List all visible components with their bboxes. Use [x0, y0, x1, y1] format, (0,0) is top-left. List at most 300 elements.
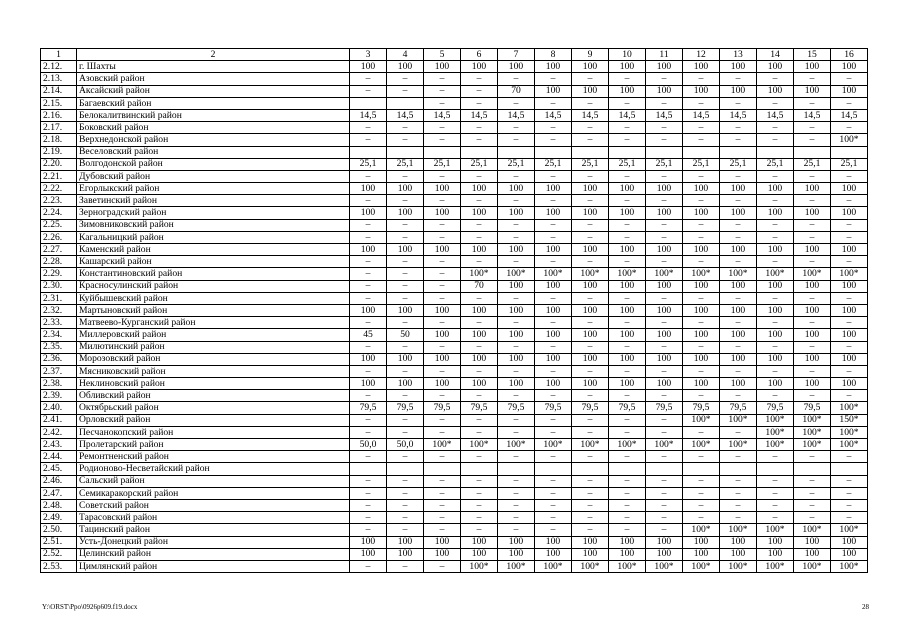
value-cell: 100: [794, 244, 831, 256]
row-number: 2.52.: [41, 548, 77, 560]
value-cell: [461, 146, 498, 158]
table-row: [41, 122, 868, 134]
value-cell: 100: [387, 536, 424, 548]
value-cell: –: [831, 487, 868, 499]
value-cell: –: [535, 97, 572, 109]
value-cell: –: [794, 134, 831, 146]
value-cell: 79,5: [498, 402, 535, 414]
value-cell: 100: [535, 280, 572, 292]
district-name: Белокалитвинский район: [77, 109, 350, 121]
value-cell: –: [683, 426, 720, 438]
value-cell: –: [350, 73, 387, 85]
value-cell: –: [683, 231, 720, 243]
value-cell: –: [498, 414, 535, 426]
value-cell: –: [350, 85, 387, 97]
value-cell: –: [757, 219, 794, 231]
value-cell: 100: [646, 548, 683, 560]
value-cell: –: [498, 231, 535, 243]
value-cell: 100: [498, 536, 535, 548]
value-cell: 100: [498, 353, 535, 365]
row-number: 2.15.: [41, 97, 77, 109]
value-cell: –: [794, 499, 831, 511]
value-cell: –: [572, 426, 609, 438]
value-cell: 100: [424, 536, 461, 548]
value-cell: –: [424, 195, 461, 207]
value-cell: 100: [646, 244, 683, 256]
value-cell: [757, 146, 794, 158]
value-cell: 100: [831, 536, 868, 548]
value-cell: 100: [831, 61, 868, 73]
value-cell: [572, 146, 609, 158]
value-cell: 79,5: [757, 402, 794, 414]
value-cell: 100*: [646, 439, 683, 451]
value-cell: –: [609, 256, 646, 268]
value-cell: 100: [720, 244, 757, 256]
value-cell: –: [757, 256, 794, 268]
value-cell: –: [424, 317, 461, 329]
value-cell: –: [350, 280, 387, 292]
row-number: 2.47.: [41, 487, 77, 499]
value-cell: 100: [794, 548, 831, 560]
value-cell: –: [350, 560, 387, 572]
value-cell: –: [535, 219, 572, 231]
value-cell: 100: [683, 329, 720, 341]
value-cell: 100*: [609, 560, 646, 572]
value-cell: –: [424, 268, 461, 280]
table-row: [41, 475, 868, 487]
value-cell: 100: [535, 353, 572, 365]
value-cell: –: [424, 292, 461, 304]
value-cell: 100: [424, 207, 461, 219]
value-cell: 100*: [757, 426, 794, 438]
value-cell: 45: [350, 329, 387, 341]
value-cell: 100: [794, 353, 831, 365]
value-cell: [498, 146, 535, 158]
value-cell: 100: [683, 548, 720, 560]
value-cell: –: [535, 292, 572, 304]
table-row: [41, 61, 868, 73]
value-cell: 70: [498, 85, 535, 97]
value-cell: –: [461, 85, 498, 97]
table-row: [41, 170, 868, 182]
table-row: [41, 292, 868, 304]
value-cell: –: [461, 122, 498, 134]
value-cell: –: [831, 195, 868, 207]
value-cell: –: [535, 170, 572, 182]
row-number: 2.45.: [41, 463, 77, 475]
row-number: 2.33.: [41, 317, 77, 329]
value-cell: [350, 146, 387, 158]
value-cell: –: [387, 560, 424, 572]
value-cell: –: [535, 414, 572, 426]
value-cell: 100: [535, 536, 572, 548]
value-cell: 100: [498, 280, 535, 292]
value-cell: 100*: [831, 560, 868, 572]
value-cell: –: [498, 365, 535, 377]
district-name: Зимовниковский район: [77, 219, 350, 231]
table-row: [41, 341, 868, 353]
value-cell: –: [683, 365, 720, 377]
value-cell: 100: [757, 548, 794, 560]
district-name: Веселовский район: [77, 146, 350, 158]
value-cell: –: [498, 97, 535, 109]
value-cell: –: [794, 317, 831, 329]
value-cell: 100: [461, 244, 498, 256]
column-header: 7: [498, 49, 535, 61]
district-name: Неклиновский район: [77, 378, 350, 390]
value-cell: 25,1: [535, 158, 572, 170]
value-cell: –: [831, 341, 868, 353]
value-cell: –: [350, 512, 387, 524]
value-cell: –: [387, 256, 424, 268]
value-cell: [498, 463, 535, 475]
table-row: [41, 499, 868, 511]
value-cell: 14,5: [498, 109, 535, 121]
value-cell: –: [720, 365, 757, 377]
value-cell: –: [387, 292, 424, 304]
value-cell: –: [720, 317, 757, 329]
value-cell: 25,1: [683, 158, 720, 170]
value-cell: –: [350, 134, 387, 146]
value-cell: –: [572, 256, 609, 268]
value-cell: –: [646, 475, 683, 487]
value-cell: 100: [350, 353, 387, 365]
district-name: Константиновский район: [77, 268, 350, 280]
value-cell: –: [757, 195, 794, 207]
value-cell: 100: [720, 536, 757, 548]
value-cell: –: [831, 317, 868, 329]
value-cell: [387, 146, 424, 158]
value-cell: 100: [831, 329, 868, 341]
value-cell: 100: [831, 548, 868, 560]
value-cell: 100: [720, 548, 757, 560]
value-cell: –: [646, 341, 683, 353]
value-cell: 100: [387, 207, 424, 219]
value-cell: –: [831, 73, 868, 85]
value-cell: 14,5: [831, 109, 868, 121]
value-cell: –: [498, 134, 535, 146]
value-cell: 100: [683, 304, 720, 316]
value-cell: 100: [498, 548, 535, 560]
value-cell: 100*: [831, 426, 868, 438]
table-row: [41, 512, 868, 524]
value-cell: –: [683, 256, 720, 268]
value-cell: 100*: [461, 560, 498, 572]
value-cell: –: [609, 524, 646, 536]
value-cell: [572, 463, 609, 475]
district-name: Аксайский район: [77, 85, 350, 97]
value-cell: –: [572, 475, 609, 487]
table-row: [41, 365, 868, 377]
district-name: Песчанокопский район: [77, 426, 350, 438]
value-cell: –: [461, 292, 498, 304]
row-number: 2.30.: [41, 280, 77, 292]
value-cell: –: [535, 426, 572, 438]
value-cell: –: [720, 195, 757, 207]
row-number: 2.48.: [41, 499, 77, 511]
value-cell: –: [387, 426, 424, 438]
value-cell: 100*: [794, 426, 831, 438]
value-cell: –: [794, 73, 831, 85]
value-cell: 100: [387, 378, 424, 390]
value-cell: –: [424, 341, 461, 353]
row-number: 2.25.: [41, 219, 77, 231]
value-cell: 100: [498, 304, 535, 316]
value-cell: –: [720, 292, 757, 304]
value-cell: –: [350, 414, 387, 426]
value-cell: –: [757, 292, 794, 304]
value-cell: –: [757, 134, 794, 146]
value-cell: 100: [831, 304, 868, 316]
value-cell: –: [757, 170, 794, 182]
value-cell: –: [831, 97, 868, 109]
district-name: Усть-Донецкий район: [77, 536, 350, 548]
value-cell: –: [535, 341, 572, 353]
value-cell: –: [387, 170, 424, 182]
value-cell: 100: [350, 304, 387, 316]
table-row: [41, 183, 868, 195]
value-cell: –: [757, 73, 794, 85]
value-cell: 100*: [757, 560, 794, 572]
value-cell: [794, 146, 831, 158]
table-row: [41, 231, 868, 243]
value-cell: –: [424, 560, 461, 572]
value-cell: 100*: [720, 439, 757, 451]
value-cell: –: [424, 414, 461, 426]
value-cell: 25,1: [350, 158, 387, 170]
column-header: 11: [646, 49, 683, 61]
value-cell: 25,1: [572, 158, 609, 170]
value-cell: –: [720, 256, 757, 268]
value-cell: [461, 463, 498, 475]
value-cell: 100: [572, 353, 609, 365]
value-cell: 100: [794, 329, 831, 341]
value-cell: 100: [609, 61, 646, 73]
value-cell: –: [720, 487, 757, 499]
value-cell: –: [350, 292, 387, 304]
table-row: [41, 548, 868, 560]
value-cell: 100: [831, 183, 868, 195]
value-cell: –: [350, 341, 387, 353]
value-cell: –: [646, 524, 683, 536]
value-cell: –: [646, 365, 683, 377]
value-cell: –: [609, 97, 646, 109]
row-number: 2.44.: [41, 451, 77, 463]
value-cell: –: [720, 451, 757, 463]
value-cell: –: [387, 499, 424, 511]
value-cell: –: [498, 170, 535, 182]
value-cell: 100: [535, 207, 572, 219]
value-cell: –: [831, 292, 868, 304]
table-row: [41, 85, 868, 97]
value-cell: 100*: [498, 560, 535, 572]
table-row: [41, 280, 868, 292]
value-cell: 100: [535, 548, 572, 560]
value-cell: 100: [831, 207, 868, 219]
value-cell: –: [683, 499, 720, 511]
value-cell: 100: [720, 353, 757, 365]
value-cell: –: [683, 170, 720, 182]
value-cell: 100: [387, 304, 424, 316]
value-cell: –: [831, 122, 868, 134]
district-name: Цимлянский район: [77, 560, 350, 572]
value-cell: 14,5: [535, 109, 572, 121]
value-cell: –: [720, 390, 757, 402]
value-cell: –: [794, 487, 831, 499]
value-cell: –: [498, 317, 535, 329]
value-cell: –: [424, 499, 461, 511]
value-cell: –: [350, 390, 387, 402]
row-number: 2.41.: [41, 414, 77, 426]
value-cell: 100: [683, 244, 720, 256]
table-row: [41, 560, 868, 572]
value-cell: –: [646, 426, 683, 438]
value-cell: 100*: [535, 439, 572, 451]
value-cell: –: [424, 512, 461, 524]
table-row: [41, 146, 868, 158]
value-cell: –: [535, 487, 572, 499]
value-cell: 25,1: [609, 158, 646, 170]
row-number: 2.36.: [41, 353, 77, 365]
value-cell: 79,5: [350, 402, 387, 414]
value-cell: 100*: [646, 560, 683, 572]
row-number: 2.20.: [41, 158, 77, 170]
value-cell: –: [720, 73, 757, 85]
value-cell: –: [683, 341, 720, 353]
value-cell: –: [683, 451, 720, 463]
value-cell: –: [609, 73, 646, 85]
district-name: Куйбышевский район: [77, 292, 350, 304]
value-cell: –: [535, 231, 572, 243]
value-cell: –: [720, 134, 757, 146]
value-cell: 100*: [609, 268, 646, 280]
value-cell: –: [646, 73, 683, 85]
row-number: 2.46.: [41, 475, 77, 487]
value-cell: –: [424, 487, 461, 499]
value-cell: –: [831, 475, 868, 487]
district-name: Кагальницкий район: [77, 231, 350, 243]
value-cell: 100: [683, 536, 720, 548]
value-cell: 25,1: [498, 158, 535, 170]
value-cell: –: [683, 195, 720, 207]
value-cell: 100: [535, 61, 572, 73]
value-cell: 100: [794, 378, 831, 390]
district-name: Ремонтненский район: [77, 451, 350, 463]
value-cell: –: [424, 475, 461, 487]
value-cell: 14,5: [646, 109, 683, 121]
value-cell: –: [350, 317, 387, 329]
district-name: Боковский район: [77, 122, 350, 134]
value-cell: 100*: [831, 439, 868, 451]
value-cell: –: [387, 475, 424, 487]
district-name: Сальский район: [77, 475, 350, 487]
value-cell: –: [720, 426, 757, 438]
value-cell: 100: [535, 304, 572, 316]
value-cell: –: [387, 451, 424, 463]
value-cell: –: [424, 219, 461, 231]
district-name: Волгодонской район: [77, 158, 350, 170]
value-cell: –: [424, 524, 461, 536]
value-cell: –: [461, 475, 498, 487]
value-cell: –: [683, 73, 720, 85]
value-cell: 100: [498, 61, 535, 73]
value-cell: –: [350, 487, 387, 499]
value-cell: [387, 97, 424, 109]
district-name: Родионово-Несветайский район: [77, 463, 350, 475]
value-cell: –: [720, 475, 757, 487]
value-cell: 100: [757, 183, 794, 195]
value-cell: 100: [498, 207, 535, 219]
value-cell: 100: [757, 85, 794, 97]
value-cell: 100: [461, 207, 498, 219]
value-cell: 100*: [424, 439, 461, 451]
value-cell: 100*: [831, 268, 868, 280]
value-cell: 100: [424, 378, 461, 390]
value-cell: –: [350, 122, 387, 134]
value-cell: –: [387, 414, 424, 426]
value-cell: 25,1: [720, 158, 757, 170]
value-cell: 100: [498, 378, 535, 390]
value-cell: –: [757, 317, 794, 329]
value-cell: –: [424, 390, 461, 402]
value-cell: 150*: [831, 414, 868, 426]
value-cell: –: [572, 524, 609, 536]
district-name: Кашарский район: [77, 256, 350, 268]
value-cell: –: [572, 134, 609, 146]
value-cell: –: [683, 134, 720, 146]
value-cell: 100*: [572, 560, 609, 572]
value-cell: –: [461, 219, 498, 231]
value-cell: –: [646, 122, 683, 134]
value-cell: –: [609, 219, 646, 231]
value-cell: –: [720, 219, 757, 231]
row-number: 2.49.: [41, 512, 77, 524]
value-cell: –: [387, 195, 424, 207]
row-number: 2.23.: [41, 195, 77, 207]
value-cell: 100: [646, 85, 683, 97]
value-cell: –: [831, 231, 868, 243]
district-name: Советский район: [77, 499, 350, 511]
value-cell: –: [757, 475, 794, 487]
value-cell: 100: [794, 85, 831, 97]
value-cell: 100: [794, 183, 831, 195]
value-cell: –: [350, 195, 387, 207]
value-cell: –: [387, 317, 424, 329]
value-cell: 100: [720, 85, 757, 97]
value-cell: –: [646, 231, 683, 243]
value-cell: 70: [461, 280, 498, 292]
value-cell: 100: [720, 280, 757, 292]
value-cell: –: [350, 219, 387, 231]
value-cell: –: [572, 219, 609, 231]
value-cell: 100: [794, 61, 831, 73]
column-header: 13: [720, 49, 757, 61]
value-cell: –: [461, 73, 498, 85]
value-cell: –: [794, 97, 831, 109]
column-header: 9: [572, 49, 609, 61]
value-cell: 100: [350, 536, 387, 548]
value-cell: –: [757, 451, 794, 463]
value-cell: –: [350, 524, 387, 536]
value-cell: 100: [646, 353, 683, 365]
value-cell: –: [461, 451, 498, 463]
header-row: [41, 49, 868, 61]
value-cell: –: [535, 134, 572, 146]
value-cell: 100: [572, 183, 609, 195]
value-cell: –: [498, 524, 535, 536]
value-cell: –: [572, 195, 609, 207]
column-header: 16: [831, 49, 868, 61]
